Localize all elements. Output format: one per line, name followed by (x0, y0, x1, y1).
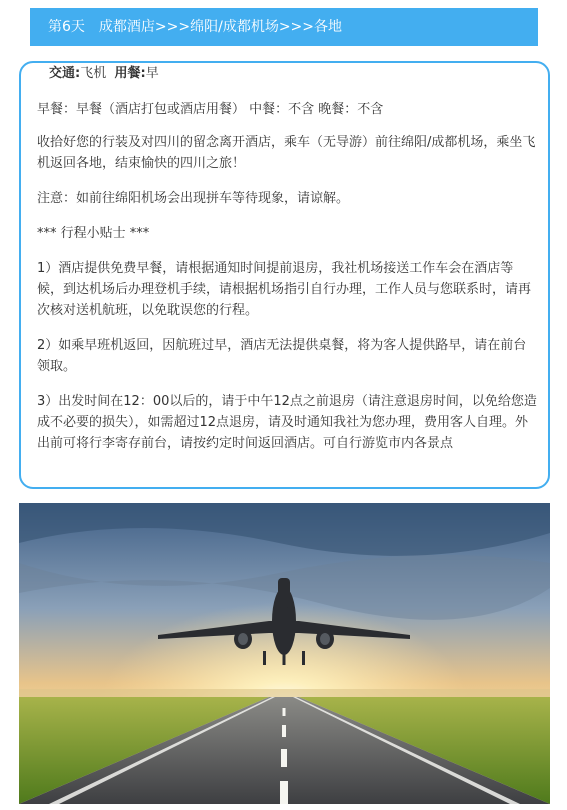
tips-title: *** 行程小贴士 *** (37, 226, 150, 241)
meals-line: 早餐：早餐（酒店打包或酒店用餐） 中餐：不含 晚餐：不含 (37, 102, 384, 117)
day-route: 成都酒店>>>绵阳/成都机场>>>各地 (98, 19, 343, 35)
transport-value: 飞机 (80, 66, 107, 81)
day-description: 收拾好您的行装及对四川的留念离开酒店，乘车（无导游）前往绵阳/成都机场，乘坐飞机返回各地，结束愉快的四川之旅！ (37, 135, 536, 171)
itinerary-card (19, 61, 550, 489)
card-body (37, 99, 537, 468)
tip-item-1: 1）酒店提供免费早餐，请根据通知时间提前退房，我社机场接送工作车会在酒店等候，到达机场后办理登机手续，请根据机场指引自行办理，工作人员与您联系时，请再次核对送机航班，以免耽误您的行程。 (37, 261, 532, 318)
tip-item-3: 3）出发时间在12：00以后的，请于中午12点之前退房（请注意退房时间，以免给您造成不必要的损失），如需超过12点退房，请及时通知我社为您办理，费用客人自理。外出前可将行李寄存前台，请按约定时间返回酒店。可自行游览市内各景点 (37, 394, 537, 451)
airplane-runway-illustration (19, 503, 550, 804)
transport-meal-bar (41, 63, 209, 83)
notice-text: 注意：如前往绵阳机场会出现拼车等待现象，请谅解。 (37, 191, 350, 206)
meal-label: 用餐: (114, 66, 146, 81)
meal-value: 早 (145, 66, 159, 81)
day-header (30, 8, 538, 46)
transport-label: 交通: (49, 66, 81, 81)
tip-item-2: 2）如乘早班机返回，因航班过早，酒店无法提供桌餐，将为客人提供路早，请在前台领取。 (37, 338, 527, 374)
airplane-runway-photo (19, 503, 550, 804)
day-number: 第6天 (48, 19, 85, 35)
